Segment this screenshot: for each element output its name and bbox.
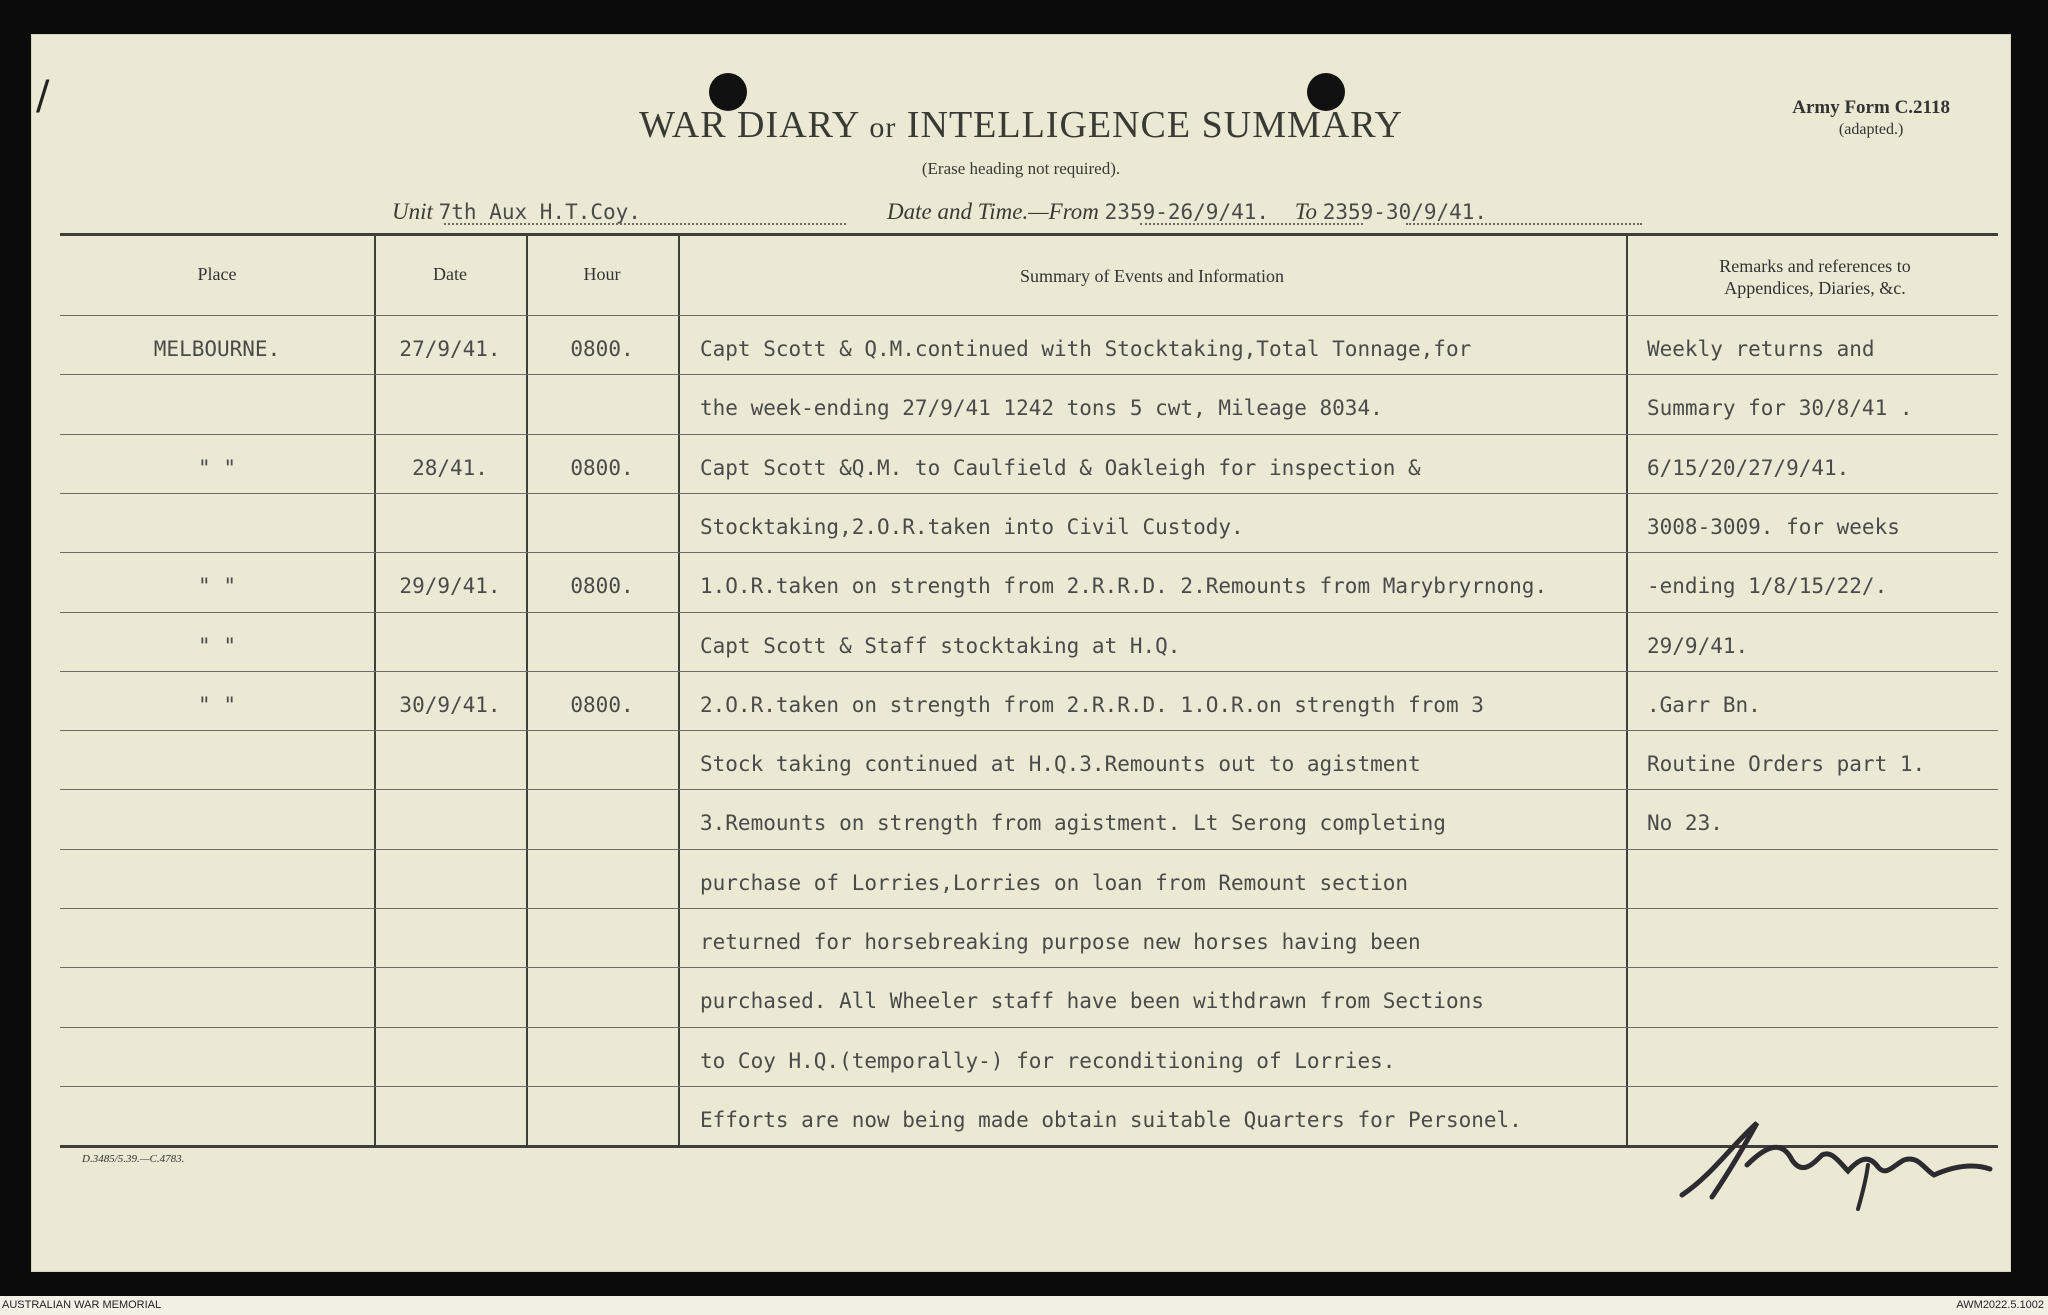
unit-value: 7th Aux H.T.Coy. <box>438 200 641 224</box>
row-divider <box>60 1086 1998 1087</box>
column-header-summary: Summary of Events and Information <box>1020 266 1284 286</box>
page-subtitle: (Erase heading not required). <box>921 159 1121 178</box>
table-cell-remarks: .Garr Bn. <box>1647 693 1761 717</box>
column-header-hour: Hour <box>583 264 621 284</box>
table-cell-summary: Efforts are now being made obtain suitable Quarters for Personel. <box>700 1108 1522 1132</box>
army-form-label <box>1792 97 1950 141</box>
table-cell-date: 27/9/41. <box>399 337 501 361</box>
table-cell-summary: purchased. All Wheeler staff have been withdrawn from Sections <box>700 989 1484 1013</box>
table-cell-date: 28/41. <box>412 456 488 480</box>
unit-label: Unit <box>392 199 433 224</box>
table-cell-hour: 0800. <box>570 574 634 598</box>
table-top-border <box>60 233 1998 236</box>
table-cell-remarks: 6/15/20/27/9/41. <box>1647 456 1850 480</box>
column-header-place: Place <box>197 264 237 284</box>
table-cell-remarks: 3008-3009. for weeks <box>1647 515 1900 539</box>
unit-field <box>392 199 641 225</box>
table-cell-hour: 0800. <box>570 337 634 361</box>
table-cell-date: 30/9/41. <box>399 693 501 717</box>
column-divider-place <box>374 233 376 1148</box>
row-divider <box>60 493 1998 494</box>
row-divider <box>60 730 1998 731</box>
title-war-diary: WAR DIARY <box>639 104 859 146</box>
header-row-divider <box>60 315 1998 316</box>
table-cell-hour: 0800. <box>570 693 634 717</box>
to-label: To <box>1294 199 1317 224</box>
row-divider <box>60 1027 1998 1028</box>
row-divider <box>60 908 1998 909</box>
table-cell-date: 29/9/41. <box>399 574 501 598</box>
row-divider <box>60 671 1998 672</box>
date-label: Date and Time.—From <box>887 199 1099 224</box>
date-to-dotted-line <box>1406 223 1642 225</box>
table-cell-summary: Capt Scott & Q.M.continued with Stocktaking,Total Tonnage,for <box>700 337 1472 361</box>
table-cell-place: MELBOURNE. <box>153 337 281 361</box>
date-from-value: 2359-26/9/41. <box>1104 200 1270 224</box>
corner-mark: / <box>36 73 50 119</box>
footer-archive-name: AUSTRALIAN WAR MEMORIAL <box>2 1299 162 1311</box>
date-from-dotted-line <box>1140 223 1363 225</box>
table-cell-place: " " <box>198 456 236 480</box>
title-intelligence-summary: INTELLIGENCE SUMMARY <box>906 104 1403 146</box>
title-or: or <box>869 111 897 144</box>
row-divider <box>60 967 1998 968</box>
table-cell-summary: the week-ending 27/9/41 1242 tons 5 cwt, Mileage 8034. <box>700 396 1383 420</box>
table-cell-summary: to Coy H.Q.(temporally-) for reconditioning of Lorries. <box>700 1049 1396 1073</box>
table-cell-remarks: 29/9/41. <box>1647 634 1749 658</box>
table-cell-summary: Capt Scott & Staff stocktaking at H.Q. <box>700 634 1181 658</box>
table-cell-summary: Stock taking continued at H.Q.3.Remounts out to agistment <box>700 752 1421 776</box>
column-divider-summary <box>1626 233 1628 1148</box>
table-cell-place: " " <box>198 574 236 598</box>
column-divider-date <box>526 233 528 1148</box>
officer-signature <box>1672 1105 2002 1215</box>
table-cell-summary: 3.Remounts on strength from agistment. Lt Serong completing <box>700 811 1446 835</box>
footer-archive-reference: AWM2022.5.1002 <box>1956 1299 2044 1311</box>
table-cell-remarks: -ending 1/8/15/22/. <box>1647 574 1888 598</box>
table-cell-summary: 2.O.R.taken on strength from 2.R.R.D. 1.O.R.on strength from 3 <box>700 693 1484 717</box>
table-cell-place: " " <box>198 634 236 658</box>
row-divider <box>60 789 1998 790</box>
unit-dotted-line <box>444 223 846 225</box>
date-to-value: 2359-30/9/41. <box>1322 200 1488 224</box>
table-cell-summary: Stocktaking,2.O.R.taken into Civil Custody. <box>700 515 1244 539</box>
row-divider <box>60 552 1998 553</box>
table-cell-summary: 1.O.R.taken on strength from 2.R.R.D. 2.Remounts from Marybryrnong. <box>700 574 1548 598</box>
table-cell-hour: 0800. <box>570 456 634 480</box>
row-divider <box>60 434 1998 435</box>
diary-table <box>60 233 1998 1148</box>
army-form-adapted: (adapted.) <box>1838 121 1904 138</box>
column-divider-hour <box>678 233 680 1148</box>
army-form-number: Army Form C.2118 <box>1792 97 1950 118</box>
war-diary-sheet <box>31 34 2011 1272</box>
column-header-date: Date <box>433 264 467 284</box>
table-cell-remarks: Weekly returns and <box>1647 337 1875 361</box>
table-cell-remarks: Routine Orders part 1. <box>1647 752 1926 776</box>
table-cell-place: " " <box>198 693 236 717</box>
table-cell-summary: Capt Scott &Q.M. to Caulfield & Oakleigh for inspection & <box>700 456 1421 480</box>
table-cell-remarks: Summary for 30/8/41 . <box>1647 396 1913 420</box>
row-divider <box>60 849 1998 850</box>
column-header-remarks: Remarks and references to Appendices, Diaries, &c. <box>1719 256 1911 298</box>
table-cell-remarks: No 23. <box>1647 811 1723 835</box>
row-divider <box>60 374 1998 375</box>
table-cell-summary: returned for horsebreaking purpose new horses having been <box>700 930 1421 954</box>
form-print-number: D.3485/5.39.—C.4783. <box>82 1153 185 1165</box>
date-time-field <box>887 199 1487 225</box>
page-title <box>32 103 2010 147</box>
row-divider <box>60 612 1998 613</box>
table-cell-summary: purchase of Lorries,Lorries on loan from Remount section <box>700 871 1409 895</box>
